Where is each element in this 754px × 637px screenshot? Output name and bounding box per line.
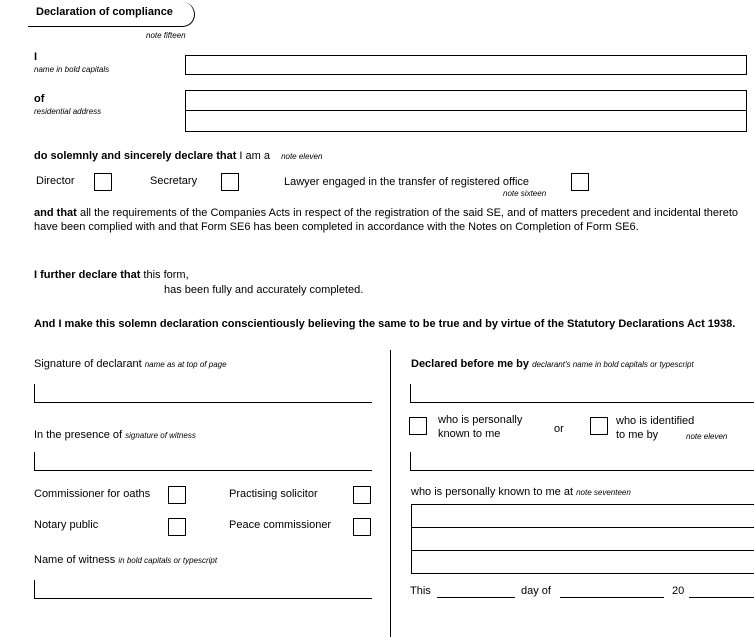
further-line2: has been fully and accurately completed. [164,284,364,296]
title-note: note fifteen [146,31,186,40]
address-field[interactable] [185,90,747,132]
further-bold: I further declare that [34,269,141,281]
role-director-label: Director [36,175,75,187]
known-at-label: who is personally known to me at [411,486,574,498]
and-that-bold: and that [34,207,77,219]
known-at-note: note seventeen [576,488,631,497]
solicitor-label: Practising solicitor [229,488,318,500]
identified-tick [410,452,411,470]
known-at-address-box[interactable] [411,504,754,574]
declared-label: Declared before me by [411,358,529,370]
declare-bold: do solemnly and sincerely declare that [34,150,237,162]
witness-name-label: Name of witness [34,554,116,566]
declared-label-row [411,358,694,370]
director-checkbox[interactable] [94,173,112,191]
name-field[interactable] [185,55,747,75]
presence-label: In the presence of [34,429,123,441]
address-field-divider [185,110,747,111]
year-label: 20 [672,585,685,597]
known-checkbox[interactable] [409,417,427,435]
identified-checkbox[interactable] [590,417,608,435]
identified-line[interactable] [410,470,754,471]
known-at-row [411,486,631,498]
signature-label-row [34,358,227,370]
declared-hint: declarant's name in bold capitals or typescript [532,360,694,369]
this-label: This [410,585,431,597]
role-lawyer-label: Lawyer engaged in the transfer of registered office [284,176,530,188]
lawyer-checkbox[interactable] [571,173,589,191]
and-that-paragraph [34,207,738,234]
known-at-divider-2 [411,550,754,551]
solicitor-checkbox[interactable] [353,486,371,504]
witness-name-tick [34,580,35,598]
declare-note: note eleven [281,152,323,161]
page-title: Declaration of compliance [36,6,173,18]
declare-rest: I am a [239,150,270,162]
further-line [34,269,189,281]
witness-signature-line[interactable] [34,470,372,471]
role-secretary-label: Secretary [150,175,198,187]
peace-checkbox[interactable] [353,518,371,536]
witness-name-label-row [34,554,217,566]
commissioner-checkbox[interactable] [168,486,186,504]
this-blank[interactable] [437,597,515,598]
or-label: or [554,423,564,435]
day-of-blank[interactable] [560,597,664,598]
lawyer-note: note sixteen [503,189,547,198]
signature-line[interactable] [34,402,372,403]
commissioner-label: Commissioner for oaths [34,488,151,500]
known-at-divider-1 [411,527,754,528]
of-label: of [34,93,45,105]
notary-checkbox[interactable] [168,518,186,536]
declared-line[interactable] [410,402,754,403]
declared-tick [410,384,411,402]
column-divider [390,350,391,637]
solemn-paragraph: And I make this solemn declaration conscientiously believing the same to be true and by virtue of the Statutory Declarations Act 1938. [34,318,736,330]
identified-label-1: who is identified [616,415,695,427]
and-that-text: all the requirements of the Companies Acts in respect of the registration of the said SE, and of matters precedent and incidental thereto have been complied with and that Form SE6 has been completed in accordance with the Notes on Completion of Form SE6. [34,207,738,233]
witness-signature-tick [34,452,35,470]
witness-name-hint: in bold capitals or typescript [118,556,218,565]
i-label: I [34,51,38,63]
further-rest: this form, [143,269,189,281]
year-blank[interactable] [689,597,754,598]
peace-label: Peace commissioner [229,519,332,531]
presence-label-row [34,429,196,441]
identified-note: note eleven [686,432,728,441]
witness-name-line[interactable] [34,598,372,599]
signature-hint: name as at top of page [144,360,227,369]
signature-tick [34,384,35,402]
declare-line [34,150,322,162]
presence-hint: signature of witness [125,431,196,440]
known-label-2: known to me [438,428,501,440]
known-label-1: who is personally [438,414,523,426]
identified-label-2: to me by [616,429,659,441]
i-hint: name in bold capitals [34,65,110,74]
day-of-label: day of [521,585,551,597]
of-hint: residential address [34,107,102,116]
signature-label: Signature of declarant [34,358,142,370]
notary-label: Notary public [34,519,99,531]
secretary-checkbox[interactable] [221,173,239,191]
